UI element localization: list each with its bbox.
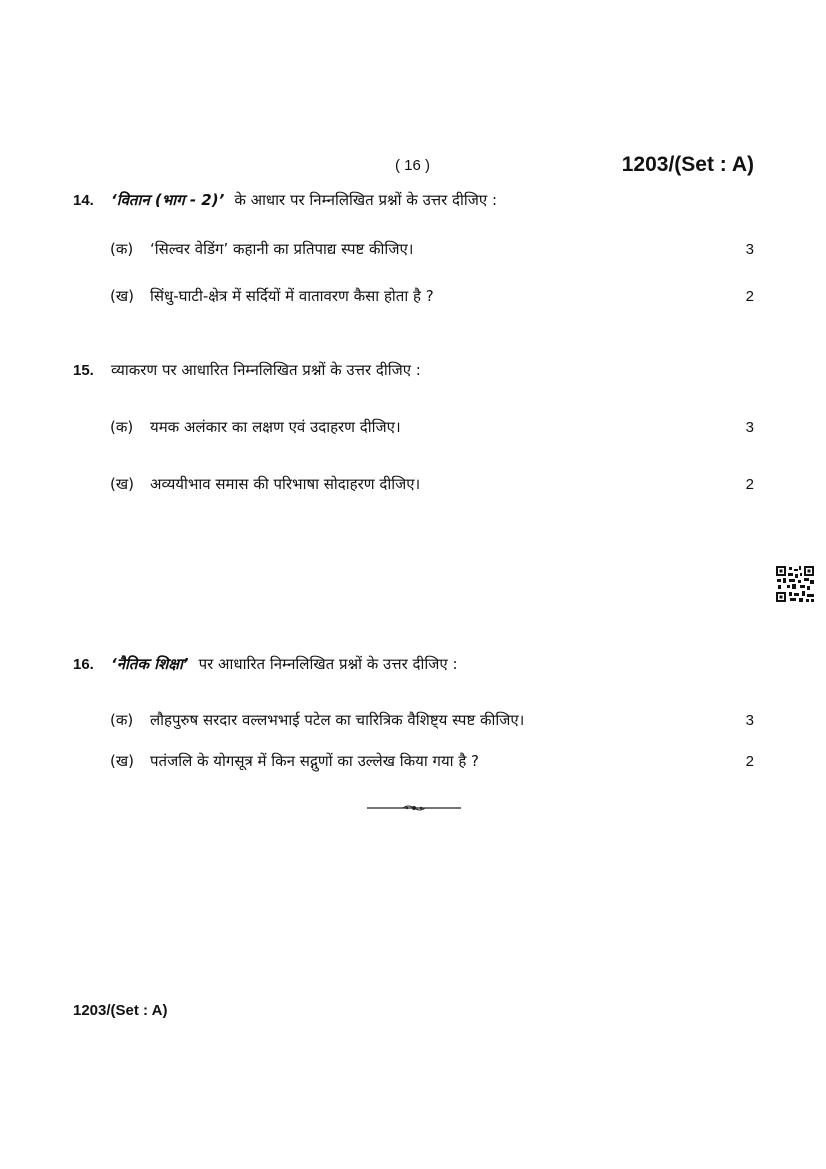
part-text: लौहपुरुष सरदार वल्लभभाई पटेल का चारित्रिक वैशिष्ट्य स्पष्ट कीजिए।: [150, 711, 525, 729]
part-text: पतंजलि के योगसूत्र में किन सद्गुणों का उल्लेख किया गया है ?: [150, 752, 480, 770]
paper-code-header: 1203/(Set : A): [621, 153, 754, 176]
part-text: ‘सिल्वर वेडिंग’ कहानी का प्रतिपाद्य स्पष्ट कीजिए।: [150, 240, 414, 258]
question-15: [73, 360, 421, 380]
part-label: (ख): [110, 475, 134, 493]
page-number: ( 16 ): [395, 157, 431, 174]
question-title-subject: ‘नैतिक शिक्षा’: [111, 655, 189, 673]
question-14-part-ka: [110, 239, 754, 259]
question-16: [73, 654, 458, 674]
part-marks: 3: [745, 419, 754, 436]
part-marks: 2: [745, 753, 754, 770]
question-15-part-ka: [110, 417, 754, 437]
qr-code-icon: [776, 566, 814, 602]
part-marks: 3: [745, 241, 754, 258]
paper-code-footer: 1203/(Set : A): [73, 1002, 168, 1019]
question-title-book: ‘वितान (भाग - 2)’: [111, 191, 225, 209]
question-prompt: पर आधारित निम्नलिखित प्रश्नों के उत्तर दीजिए :: [198, 655, 458, 673]
part-label: (ख): [110, 287, 134, 305]
question-14: [73, 190, 497, 210]
question-number: 16.: [73, 656, 94, 673]
question-number: 15.: [73, 362, 94, 379]
question-16-part-ka: [110, 710, 754, 730]
part-label: (क): [110, 711, 134, 729]
question-14-part-kha: [110, 286, 754, 306]
part-label: (क): [110, 240, 134, 258]
part-label: (क): [110, 418, 134, 436]
part-marks: 2: [745, 288, 754, 305]
part-marks: 3: [745, 712, 754, 729]
part-label: (ख): [110, 752, 134, 770]
ornamental-divider: [367, 803, 461, 813]
part-text: अव्ययीभाव समास की परिभाषा सोदाहरण दीजिए।: [150, 475, 421, 493]
question-prompt: व्याकरण पर आधारित निम्नलिखित प्रश्नों के उत्तर दीजिए :: [111, 361, 421, 379]
question-15-part-kha: [110, 474, 754, 494]
question-16-part-kha: [110, 751, 754, 771]
part-marks: 2: [745, 476, 754, 493]
part-text: सिंधु-घाटी-क्षेत्र में सर्दियों में वातावरण कैसा होता है ?: [150, 287, 434, 305]
question-number: 14.: [73, 192, 94, 209]
question-prompt: के आधार पर निम्नलिखित प्रश्नों के उत्तर दीजिए :: [234, 191, 498, 209]
part-text: यमक अलंकार का लक्षण एवं उदाहरण दीजिए।: [150, 418, 401, 436]
